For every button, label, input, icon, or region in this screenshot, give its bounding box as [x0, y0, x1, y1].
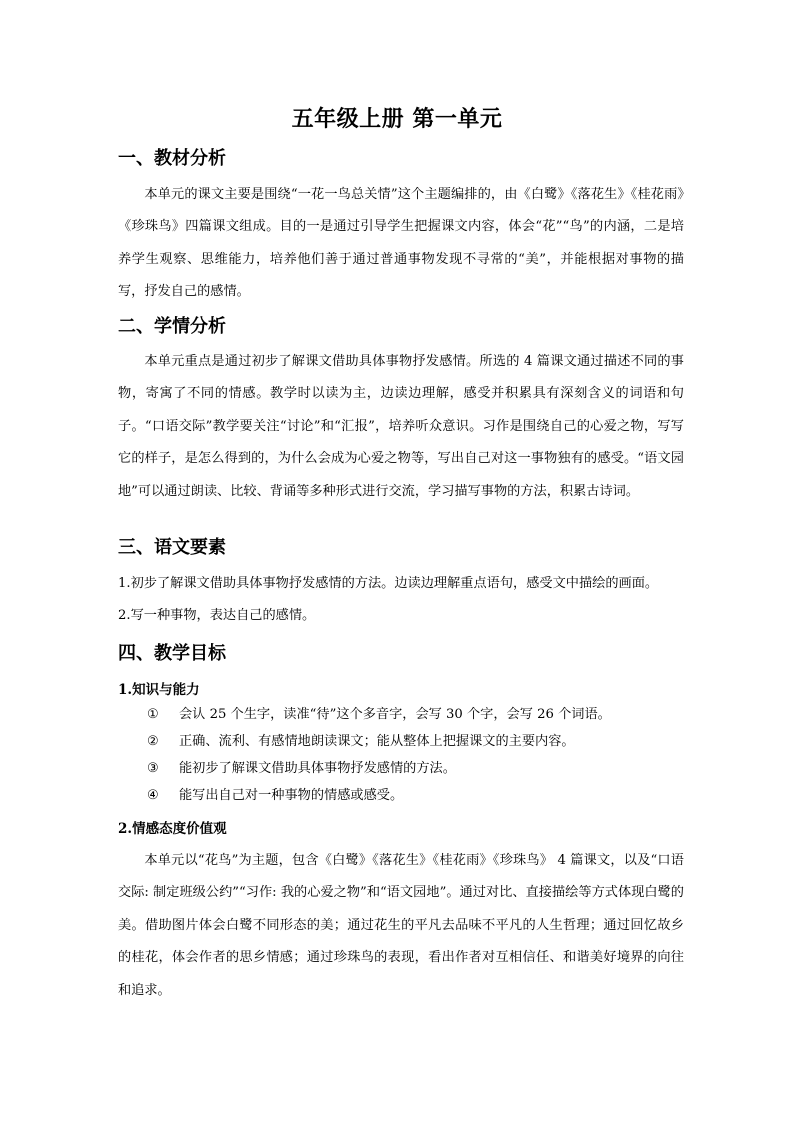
goal-number: ① [147, 707, 159, 722]
section-paragraph-student-analysis: 本单元重点是通过初步了解课文借助具体事物抒发感情。所选的 4 篇课文通过描述不同的事物，寄寓了不同的情感。教学时以读为主，边读边理解，感受并积累具有深刻含义的词语和句子。“口语交际”教学要关注“讨论”和“汇报”，培养听众意识。习作是围绕自己的心爱之物，写写它的样子，是怎么得到的，为什么会成为心爱之物等，写出自己对这一事物独有的感受。“语文园地”可以通过朗读、比较、背诵等多种形式进行交流，学习描写事物的方法，积累古诗词。 [118, 354, 684, 499]
goal-list-item [147, 704, 611, 726]
goal-text: 能写出自己对一种事物的情感或感受。 [179, 788, 404, 803]
goal-text: 会认 25 个生字，读准“待”这个多音字，会写 30 个字，会写 26 个词语。 [179, 707, 611, 722]
section-heading-language-elements: 三、语文要素 [118, 537, 226, 558]
emotion-values-paragraph: 本单元以“花鸟”为主题，包含《白鹭》《落花生》《桂花雨》《珍珠鸟》 4 篇课文，以及“口语交际: 制定班级公约”“习作: 我的心爱之物”和“语文园地”。通过对比、直接描绘等方式体现白鹭的美。借助图片体会白鹭不同形态的美；通过花生的平凡去品味不平凡的人生哲理；通过回忆故乡的桂花，体会作者的思乡情感；通过珍珠鸟的表现，看出作者对互相信任、和谐美好境界的向往和追求。 [118, 853, 684, 998]
subheading-emotion-values: 2.情感态度价值观 [118, 821, 227, 837]
goal-list-item [147, 731, 575, 753]
language-element-item: 1.初步了解课文借助具体事物抒发感情的方法。边读边理解重点语句，感受文中描绘的画面。 [118, 576, 659, 591]
goal-number: ② [147, 734, 159, 749]
goal-number: ④ [147, 788, 159, 803]
goal-number: ③ [147, 761, 159, 776]
language-element-item: 2.写一种事物，表达自己的感情。 [118, 608, 316, 623]
goal-text: 正确、流利、有感情地朗读课文；能从整体上把握课文的主要内容。 [179, 734, 575, 749]
goal-list-item [147, 758, 456, 780]
goal-text: 能初步了解课文借助具体事物抒发感情的方法。 [179, 761, 456, 776]
document-title: 五年级上册 第一单元 [291, 106, 503, 132]
goal-list-item [147, 785, 403, 807]
subheading-knowledge-ability: 1.知识与能力 [118, 682, 200, 698]
section-heading-textbook-analysis: 一、教材分析 [118, 148, 226, 169]
section-heading-student-analysis: 二、学情分析 [118, 316, 226, 337]
section-paragraph-textbook-analysis: 本单元的课文主要是围绕“一花一鸟总关情”这个主题编排的，由《白鹭》《落花生》《桂花雨》《珍珠鸟》四篇课文组成。目的一是通过引导学生把握课文内容，体会“花”“鸟”的内涵，二是培养学生观察、思维能力，培养他们善于通过普通事物发现不寻常的“美”，并能根据对事物的描写，抒发自己的感情。 [118, 187, 684, 300]
section-heading-teaching-goals: 四、教学目标 [118, 643, 226, 664]
